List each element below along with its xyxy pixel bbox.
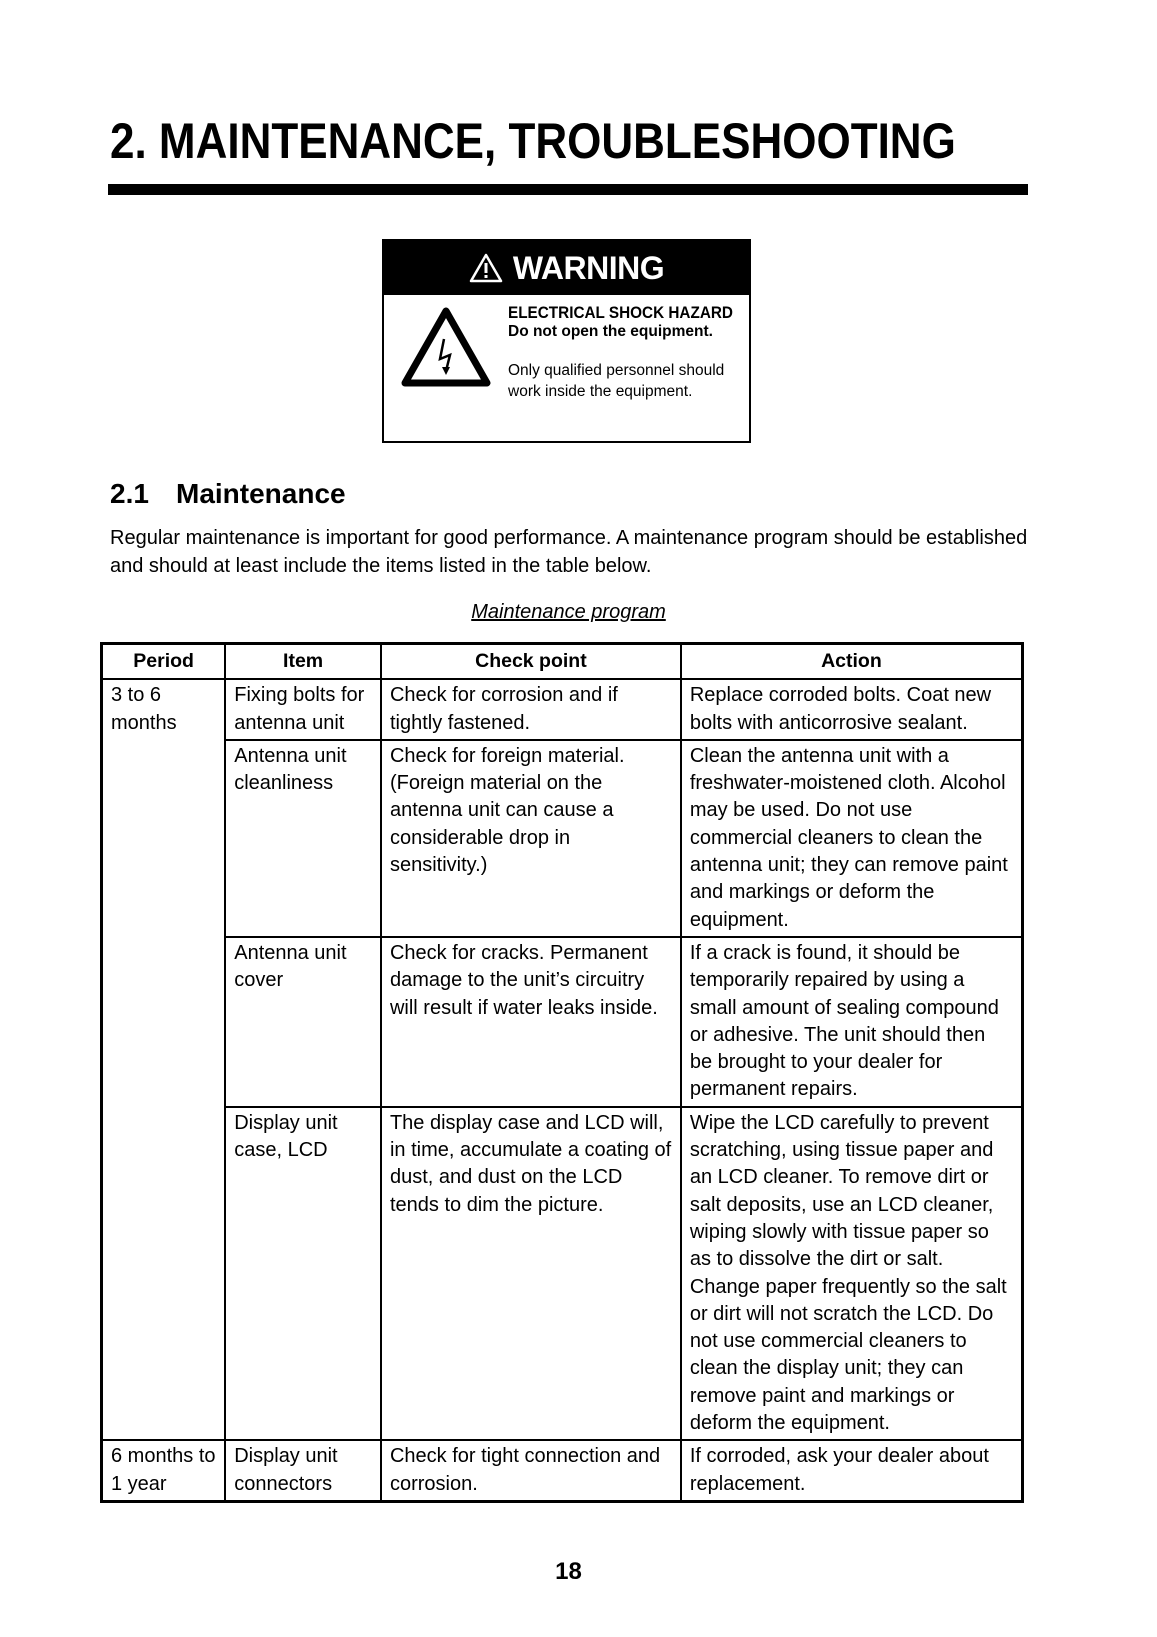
section-heading <box>110 478 346 510</box>
table-row <box>102 1107 1023 1441</box>
maintenance-table <box>100 642 1024 1503</box>
column-header-period: Period <box>102 644 226 680</box>
item-cell: Fixing bolts for antenna unit <box>225 679 381 740</box>
hazard-instruction: Do not open the equipment. <box>508 323 713 340</box>
check-point-cell: The display case and LCD will, in time, accumulate a coating of dust, and dust on the LCD tends to dim the picture. <box>381 1107 681 1441</box>
period-cell: 6 months to 1 year <box>102 1440 226 1501</box>
column-header-action: Action <box>681 644 1023 680</box>
action-cell: Replace corroded bolts. Coat new bolts with anticorrosive sealant. <box>681 679 1023 740</box>
warning-box <box>382 239 751 443</box>
table-caption: Maintenance program <box>471 601 666 623</box>
item-cell: Display unit connectors <box>225 1440 381 1501</box>
electric-shock-icon <box>400 305 492 389</box>
intro-paragraph: Regular maintenance is important for good performance. A maintenance program should be established and should at least include the items listed in the table below. <box>110 527 1028 577</box>
caution-triangle-icon <box>469 253 503 283</box>
table-row <box>102 740 1023 937</box>
action-cell: If a crack is found, it should be temporarily repaired by using a small amount of sealing compound or adhesive. The unit should then be brought to your dealer for permanent repairs. <box>681 937 1023 1107</box>
table-row <box>102 937 1023 1107</box>
section-title: Maintenance <box>176 478 346 509</box>
action-cell: If corroded, ask your dealer about replacement. <box>681 1440 1023 1501</box>
item-cell: Display unit case, LCD <box>225 1107 381 1441</box>
chapter-title-rule <box>108 184 1028 195</box>
section-number: 2.1 <box>110 478 149 509</box>
check-point-cell: Check for foreign material. (Foreign material on the antenna unit can cause a considerable drop in sensitivity.) <box>381 740 681 937</box>
column-header-item: Item <box>225 644 381 680</box>
check-point-cell: Check for tight connection and corrosion. <box>381 1440 681 1501</box>
warning-text <box>508 303 748 402</box>
chapter-title: 2. MAINTENANCE, TROUBLESHOOTING <box>110 113 956 169</box>
table-header-row <box>102 644 1023 680</box>
action-cell: Clean the antenna unit with a freshwater-moistened cloth. Alcohol may be used. Do not use commercial cleaners to clean the antenna unit; they can remove paint and markings or deform the equipment. <box>681 740 1023 937</box>
hazard-body: Only qualified personnel should work inside the equipment. <box>508 362 725 400</box>
action-cell: Wipe the LCD carefully to prevent scratching, using tissue paper and an LCD cleaner. To remove dirt or salt deposits, use an LCD cleaner, wiping slowly with tissue paper so as to dissolve the dirt or salt. Change paper frequently so the salt or dirt will not scratch the LCD. Do not use commercial cleaners to clean the display unit; they can remove paint and markings or deform the equipment. <box>681 1107 1023 1441</box>
table-row <box>102 679 1023 740</box>
warning-header <box>384 241 749 295</box>
page-number: 18 <box>555 1558 582 1585</box>
check-point-cell: Check for cracks. Permanent damage to the unit’s circuitry will result if water leaks inside. <box>381 937 681 1107</box>
hazard-title: ELECTRICAL SHOCK HAZARD <box>508 303 733 322</box>
item-cell: Antenna unit cover <box>225 937 381 1107</box>
item-cell: Antenna unit cleanliness <box>225 740 381 937</box>
period-cell: 3 to 6 months <box>102 679 226 1440</box>
table-row <box>102 1440 1023 1501</box>
column-header-check-point: Check point <box>381 644 681 680</box>
check-point-cell: Check for corrosion and if tightly fastened. <box>381 679 681 740</box>
warning-label: WARNING <box>512 249 665 286</box>
